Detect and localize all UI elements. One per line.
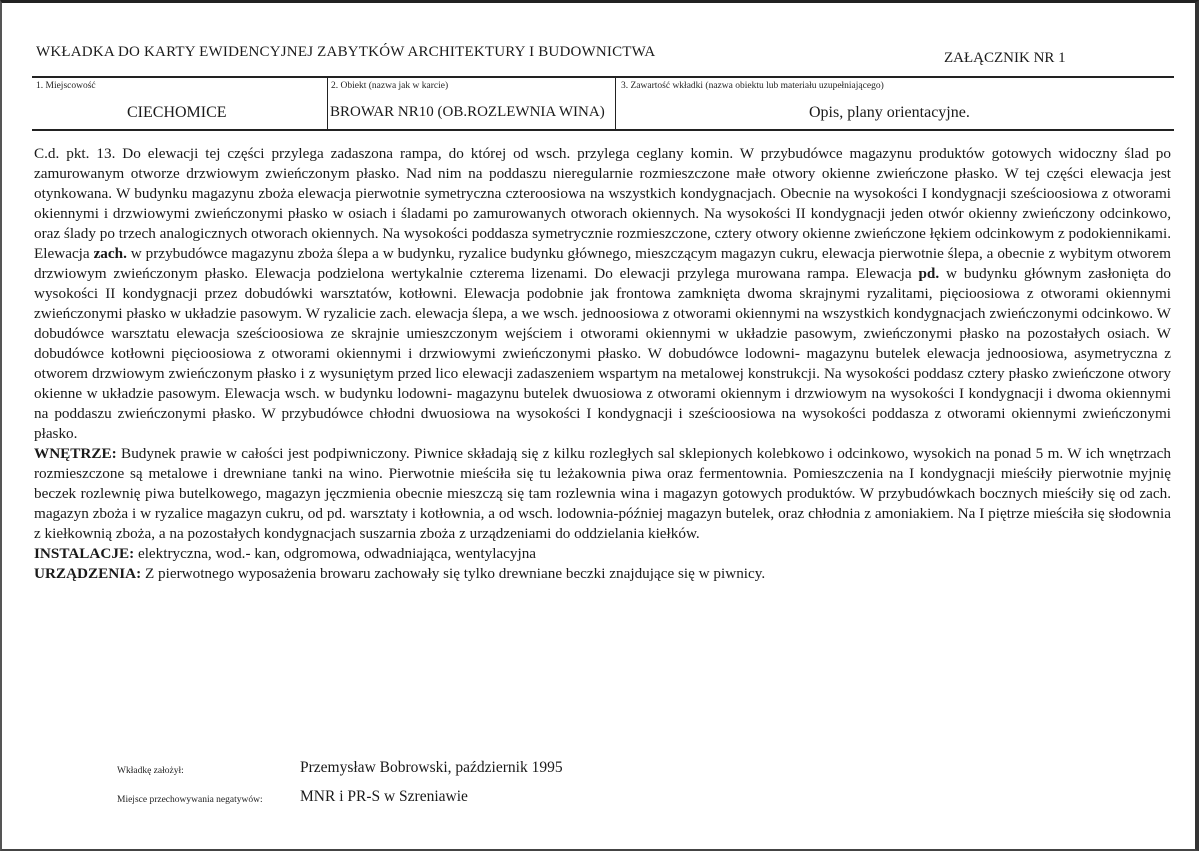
object-label: 2. Obiekt (nazwa jak w karcie) xyxy=(331,81,449,91)
contents-value: Opis, plany orientacyjne. xyxy=(809,104,970,121)
installations-heading: INSTALACJE: xyxy=(34,545,135,562)
equipment-text: Z pierwotnego wyposażenia browaru zachowały się tylko drewniane beczki znajdujące się w piwnicy. xyxy=(141,565,766,582)
equipment-heading: URZĄDZENIA: xyxy=(34,565,142,582)
interior-heading: WNĘTRZE: xyxy=(34,445,117,462)
negatives-storage-label: Miejsce przechowywania negatywów: xyxy=(117,795,263,805)
annex-number: ZAŁĄCZNIK NR 1 xyxy=(944,50,1066,66)
locality-label: 1. Miejscowość xyxy=(36,81,96,91)
author-value: Przemysław Bobrowski, październik 1995 xyxy=(300,759,563,776)
author-label: Wkładkę założył: xyxy=(117,766,184,776)
interior-description xyxy=(34,444,1171,544)
elevation-west-label: zach. xyxy=(93,245,127,262)
field-divider-2 xyxy=(615,77,616,129)
header-rule-top xyxy=(32,76,1174,78)
installations-text: elektryczna, wod.- kan, odgromowa, odwadniająca, wentylacyjna xyxy=(134,545,537,562)
exterior-text-part-2: w przybudówce magazynu zboża ślepa a w budynku, ryzalice budynku głównego, mieszczącym magazyn cukru, elewacja pierwotnie ślepa, a obecnie z wybitym otworem drzwiowym zwieńczonym płasko. Elewacja podzielona wertykalnie czterema lizenami. Do elewacji przylega murowana rampa. Elewacja xyxy=(34,245,1171,282)
negatives-storage-value: MNR i PR-S w Szreniawie xyxy=(300,788,468,805)
object-value: BROWAR NR10 (OB.ROZLEWNIA WINA) xyxy=(330,104,605,120)
exterior-description xyxy=(34,144,1171,444)
installations-description xyxy=(34,544,1171,564)
field-divider-1 xyxy=(327,77,328,129)
description-body xyxy=(34,144,1171,584)
contents-label: 3. Zawartość wkładki (nazwa obiektu lub materiału uzupełniającego) xyxy=(621,81,884,91)
elevation-south-label: pd. xyxy=(918,265,940,282)
interior-text: Budynek prawie w całości jest podpiwniczony. Piwnice składają się z kilku rozległych sal sklepionych kolebkowo i odcinkowo, wysokich na ponad 5 m. W ich wnętrzach rozmieszczone są metalowe i drewniane tanki na wino. Pierwotnie mieściła się tu leżakownia piwa oraz fermentownia. Pomieszczenia na I kondygnacji mieściły pierwotnie myjnię beczek rozlewnię piwa butelkowego, magazyn jęczmienia obecnie mieszczą się tam rozlewnia wina i magazyn gotowych produktów. W przybudówkach bocznych mieściły się od zach. magazyn zboża i w ryzalice magazyn cukru, od pd. warsztaty i kotłownia, a od wsch. lodownia-później magazyn butelek, oraz chłodnia z amoniakiem. Na I piętrze mieściła się słodownia z kiełkownią zboża, a na pozostałych kondygnacjach suszarnia zboża z urządzeniami do oddzielania kiełków. xyxy=(34,445,1171,542)
exterior-text-part-3: w budynku głównym zasłonięta do wysokości II kondygnacji przez dobudówki warsztatów, kotłowni. Elewacja podobnie jak frontowa zamknięta dwoma skrajnymi ryzalitami, pięcioosiowa z otworami okiennymi zwieńczonymi płasko w układzie pasowym. W ryzalicie zach. elewacja ślepa, a we wsch. jednoosiowa z otworami okiennymi na wszystkich kondygnacjach zwieńczonymi odcinkowo. W dobudówce warsztatu elewacja sześcioosiowa ze skrajnie umieszczonym wejściem i otworami okiennymi w układzie pasowym, zwieńczonymi płasko na pozostałych osiach. W dobudówce kotłowni pięcioosiowa z otworami okiennymi i drzwiowymi zwieńczonymi płasko. W dobudówce lodowni- magazynu butelek elewacja jednoosiowa, asymetryczna z otworem drzwiowym zwieńczonym płasko i z wysuniętym przed lico elewacji zadaszeniem wspartym na metalowej konstrukcji. Na wysokości poddasz cztery płasko zwieńczone otwory okienne w układzie pasowym. Elewacja wsch. w budynku lodowni- magazynu butelek dwuosiowa z otworami okiennym i drzwiowym na wysokości I kondygnacji i dwoma okiennymi na poddaszu zwieńczonymi płasko. W przybudówce chłodni dwuosiowa na wysokości I kondygnacji i sześcioosiowa na wysokości poddasza z otworami okiennymi zwieńczonymi płasko. xyxy=(34,265,1171,442)
locality-value: CIECHOMICE xyxy=(127,104,227,121)
equipment-description xyxy=(34,564,1171,584)
card-title: WKŁADKA DO KARTY EWIDENCYJNEJ ZABYTKÓW ARCHITEKTURY I BUDOWNICTWA xyxy=(36,44,656,60)
exterior-text-part-1: C.d. pkt. 13. Do elewacji tej części przylega zadaszona rampa, do której od wsch. przylega ceglany komin. W przybudówce magazynu produktów gotowych widoczny ślad po zamurowanym otworze drzwiowym zwieńczonym płasko. Nad nim na poddaszu nieregularnie rozmieszczone małe otwory okienne zwieńczone płasko. W tej części elewacja jest otynkowana. W budynku magazynu zboża elewacja pierwotnie symetryczna czteroosiowa na wszystkich kondygnacjach. Obecnie na wysokości I kondygnacji sześcioosiowa z otworami okiennymi i drzwiowymi zwieńczonymi płasko w osiach i śladami po zamurowanych otworach okiennych. Na wysokości II kondygnacji jeden otwór okienny zwieńczony odcinkowo, oraz ślady po trzech analogicznych otworach okiennych. Na wysokości poddasza symetrycznie rozmieszczone, cztery otwory okienne zwieńczone łękiem odcinkowym z podokiennikami. Elewacja xyxy=(34,145,1171,262)
header-rule-bottom xyxy=(32,129,1174,131)
